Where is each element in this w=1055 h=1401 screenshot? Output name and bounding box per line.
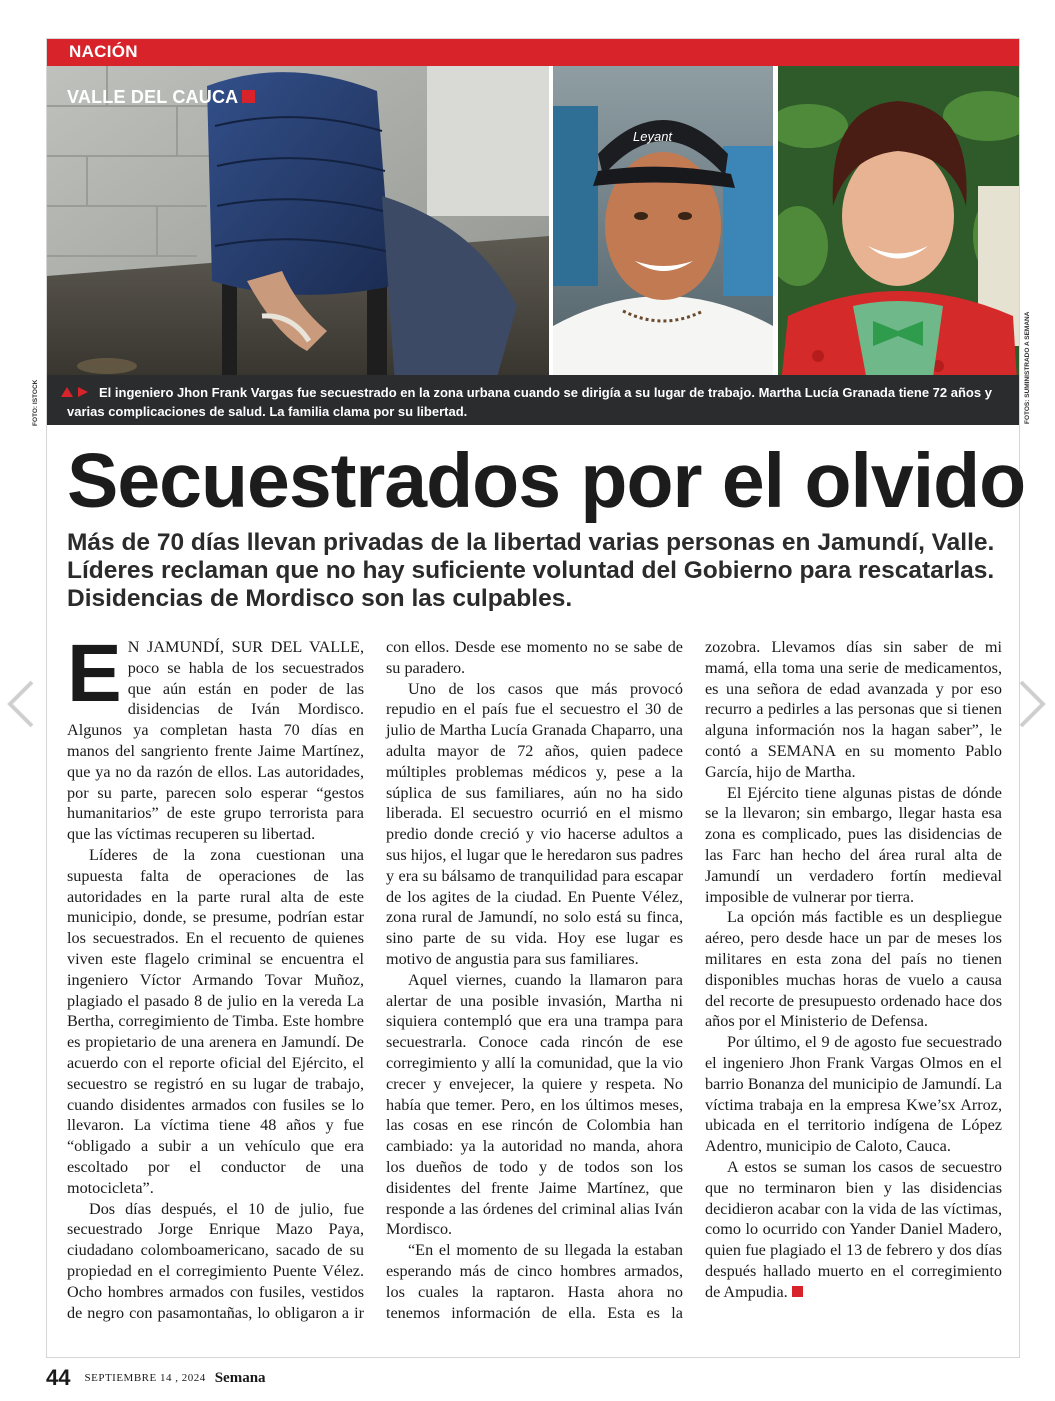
region-text: VALLE DEL CAUCA bbox=[67, 87, 239, 107]
article-paragraph: Dos días después, el 10 de julio, fue secuestrado Jorge Enrique Mazo Paya, ciudadano colomboamericano, sacado de su propiedad en el corregimiento Puente Vélez. Ocho hombres armados con fusiles, vestidos de negro con pasamontañas, lo obligaron a ir con ellos. Desde ese momento no se sabe de su paradero. bbox=[67, 638, 683, 1322]
article-paragraph: Uno de los casos que más provocó repudio en el país fue el secuestro el 30 de julio de Martha Lucía Granada Chaparro, una adulta mayor de 72 años, quien padece múltiples problemas médicos y, pese a la súplica de sus familiares, aún no ha sido liberada. El secuestro ocurrió en el mismo predio donde creció y vio hacerse adultos a sus hijos, el lugar que le heredaron sus padres y era su bálsamo de tranquilidad para escapar de los agites de la ciudad. En Puente Vélez, zona rural de Jamundí, no solo está su finca, sino parte de su vida. Hoy ese lugar es motivo de angustia para sus familiares. bbox=[386, 679, 683, 968]
next-page-arrow[interactable] bbox=[1015, 678, 1049, 730]
subheadline: Más de 70 días llevan privadas de la libertad varias personas en Jamundí, Valle. Líderes reclaman que no hay suficiente voluntad del Gobierno para rescatarlas. Disidencias de Mordisco son las culpables. bbox=[67, 529, 995, 612]
magazine-name: Semana bbox=[214, 1369, 266, 1386]
photo-jhon-frank-vargas bbox=[553, 66, 773, 413]
chevron-left-icon bbox=[4, 678, 38, 730]
section-bar bbox=[47, 39, 1019, 66]
photo-credit-right: FOTOS: SUMINISTRADO A SEMANA bbox=[1024, 311, 1031, 424]
photo-credit-left: FOTO: ISTOCK bbox=[32, 379, 39, 426]
headline: Secuestrados por el olvido bbox=[67, 438, 1026, 524]
article-paragraph: A estos se suman los casos de secuestro que no terminaron bien y las disidencias decidieron acabar con la vida de las víctimas, como lo ocurrido con Yander Daniel Madero, quien fue plagiado el 13 de febrero y dos días después hallado muerto en el corregimiento de Ampudia. bbox=[705, 1157, 1002, 1301]
photo-caption: El ingeniero Jhon Frank Vargas fue secuestrado en la zona urbana cuando se dirigía a su lugar de trabajo. Martha Lucía Granada tiene 72 años y varias complicaciones de salud. La familia clama por su libertad. bbox=[67, 385, 992, 419]
article-paragraph: La opción más factible es un despliegue aéreo, pero desde hace un par de meses los militares en esta zona del país no tienen disponibles muchas horas de vuelo a causa del recorte de presupuesto ordenado hace dos años por el Ministerio de Defensa. bbox=[705, 908, 1002, 1031]
end-mark-icon bbox=[792, 1286, 803, 1297]
region-label bbox=[67, 87, 255, 108]
section-label: NACIÓN bbox=[69, 42, 138, 61]
photo-hostage bbox=[47, 66, 549, 413]
photo-caption-box bbox=[47, 375, 1019, 425]
article-paragraph: Aquel viernes, cuando la llamaron para alertar de una posible invasión, Martha ni siquiera contempló que era una trampa para secuestrarla. Conoce cada rincón de ese corregimiento y allí la comunidad, que la vio crecer y envejecer, la quiere y respeta. No había que temer. Pero, en los últimos meses, las cosas en ese rincón de Colombia han cambiado: ya la autoridad no manda, ahora los dueños de todo y de todos son los disidentes del frente Jaime Martínez, que responde a las órdenes del criminal alias Iván Mordisco. bbox=[386, 970, 683, 1239]
page-footer bbox=[46, 1365, 266, 1391]
article-paragraph: Líderes de la zona cuestionan una supuesta falta de operaciones de las autoridades en la parte rural alta de este municipio, donde, se presume, podrían estar los secuestrados. En el recuento de quienes viven este flagelo criminal se encuentra el ingeniero Víctor Armando Tovar Muñoz, plagiado el pasado 8 de julio en la vereda La Bertha, corregimiento de Timba. Este hombre es propietario de una arenera en Jamundí. De acuerdo con el reporte oficial del Ejército, el secuestro se registró en su lugar de trabajo, cuando disidentes armados con fusiles se lo llevaron. La víctima tiene 48 años y fue “obligado a subir a un vehículo que era escoltado por el conductor de una motocicleta”. bbox=[67, 845, 364, 1197]
magazine-page bbox=[46, 38, 1026, 1358]
article-body bbox=[67, 628, 1002, 1342]
article-paragraph: Por último, el 9 de agosto fue secuestrado el ingeniero Jhon Frank Vargas Olmos en el barrio Bonanza del municipio de Jamundí. La víctima trabaja en la empresa Kwe’sx Arroz, ubicada en el territorio indígena de López Adentro, municipio de Caloto, Cauca. bbox=[705, 1033, 1002, 1156]
article-paragraph: El Ejército tiene algunas pistas de dónde se la llevaron; sin embargo, llegar hasta esa zona es complicado, pues las disidencias de las Farc han hecho del área rural alta de Jamundí un verdadero fortín medieval imposible de vulnerar por tierra. bbox=[705, 783, 1002, 906]
previous-page-arrow[interactable] bbox=[4, 678, 38, 730]
issue-date: SEPTIEMBRE 14 , 2024 bbox=[84, 1372, 206, 1384]
cap-logo-text: Leyant bbox=[633, 129, 673, 144]
drop-cap: E bbox=[67, 628, 122, 719]
article-paragraph: E N JAMUNDÍ, SUR DEL VALLE, poco se habla de los secuestrados que aún están en poder de las disidencias de Iván Mordisco. Algunos ya completan hasta 70 días en manos del sangriento frente Jaime Martínez, que ya no da razón de ellos. Las autoridades, por su parte, parecen solo esperar “gestos humanitarios” de este grupo terrorista para que las víctimas recuperen su libertad. bbox=[67, 628, 364, 844]
article-paragraph: “En el momento de su llegada la estaban esperando más de cinco hombres armados, los cuales la raptaron. Hasta ahora no tenemos información de ella. Esta es la zozobra. Llevamos días sin saber de mi mamá, ella toma una serie de medicamentos, es una señora de edad avanzada y por eso recurro a pedirles a las personas que si tienen alguna información nos la hagan saber”, le contó a SEMANA en su momento Pablo García, hijo de Martha. bbox=[386, 638, 1002, 1322]
photo-martha-lucia-granada bbox=[778, 66, 1019, 413]
red-square-icon bbox=[242, 90, 255, 103]
chevron-right-icon bbox=[1015, 678, 1049, 730]
page-number: 44 bbox=[46, 1365, 71, 1390]
